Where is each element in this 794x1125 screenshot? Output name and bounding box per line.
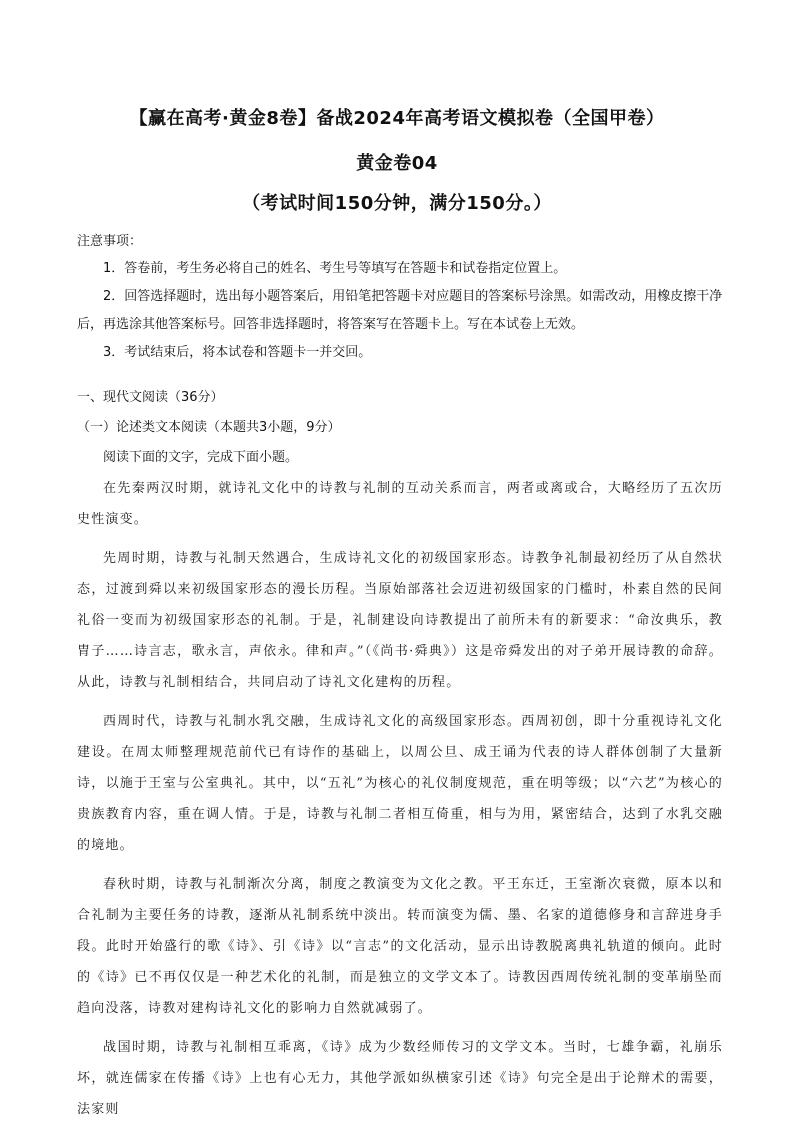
notes-heading: 注意事项： xyxy=(77,234,143,249)
sub-section-heading: （一）论述类文本阅读（本题共3小题，9分） xyxy=(77,420,341,435)
passage-paragraph: 春秋时期，诗教与礼制渐次分离，制度之教演变为文化之教。平王东迁，王室渐次衰微，原本以和合礼制为主要任务的诗教，逐渐从礼制系统中淡出。转而演变为儒、墨、名家的道德修身和言辞进身手段。此时开始盛行的歌《诗》、引《诗》以“言志”的文化活动，显示出诗教脱离典礼轨道的倾向。此时的《诗》已不再仅仅是一种艺术化的礼制，而是独立的文学文本了。诗教因西周传统礼制的变革崩坠而趋向没落，诗教对建构诗礼文化的影响力自然就减弱了。 xyxy=(77,877,723,1016)
notes-list xyxy=(77,255,723,367)
exam-info: （考试时间150分钟，满分150分。） xyxy=(242,193,552,214)
passage-paragraph: 先周时期，诗教与礼制天然遇合，生成诗礼文化的初级国家形态。诗教争礼制最初经历了从自然状态，过渡到舜以来初级国家形态的漫长历程。当原始部落社会迈进初级国家的门槛时，朴素自然的民间礼俗一变而为初级国家形态的礼制。于是，礼制建设向诗教提出了前所未有的新要求：“命汝典乐，教胄子……诗言志，歌永言，声依永。律和声。”（《尚书·舜典》）这是帝舜发出的对子弟开展诗教的命辞。从此，诗教与礼制相结合，共同启动了诗礼文化建构的历程。 xyxy=(77,551,723,690)
note-item: 1．答卷前，考生务必将自己的姓名、考生号等填写在答题卡和试卷指定位置上。 xyxy=(103,261,567,276)
section-heading: 一、现代文阅读（36分） xyxy=(77,390,224,405)
passage-paragraph: 战国时期，诗教与礼制相互乖离，《诗》成为少数经师传习的文学文本。当时，七雄争霸，礼崩乐坏，就连儒家在传播《诗》上也有心无力，其他学派如纵横家引述《诗》句完全是出于论辩术的需要，法家则 xyxy=(77,1040,723,1117)
document-title: 【赢在高考·黄金8卷】备战2024年高考语文模拟卷（全国甲卷） xyxy=(129,108,665,129)
note-item: 2．回答选择题时，选出每小题答案后，用铅笔把答题卡对应题目的答案标号涂黑。如需改动，用橡皮擦干净后，再选涂其他答案标号。回答非选择题时，将答案写在答题卡上。写在本试卷上无效。 xyxy=(77,289,723,332)
passage-paragraph: 在先秦两汉时期，就诗礼文化中的诗教与礼制的互动关系而言，两者或离或合，大略经历了五次历史性演变。 xyxy=(77,481,723,527)
reading-instruction: 阅读下面的文字，完成下面小题。 xyxy=(103,450,299,465)
passage-paragraph: 西周时代，诗教与礼制水乳交融，生成诗礼文化的高级国家形态。西周初创，即十分重视诗礼文化建设。在周太师整理规范前代已有诗作的基础上，以周公旦、成王诵为代表的诗人群体创制了大量新诗，以施于王室与公室典礼。其中，以“五礼”为核心的礼仪制度规范，重在明等级；以“六艺”为核心的贵族教育内容，重在调人情。于是，诗教与礼制二者相互倚重，相与为用，紧密结合，达到了水乳交融的境地。 xyxy=(77,714,723,853)
paper-subtitle: 黄金卷04 xyxy=(356,153,438,174)
reading-passage xyxy=(77,473,723,1125)
note-item: 3．考试结束后，将本试卷和答题卡一并交回。 xyxy=(103,345,372,360)
